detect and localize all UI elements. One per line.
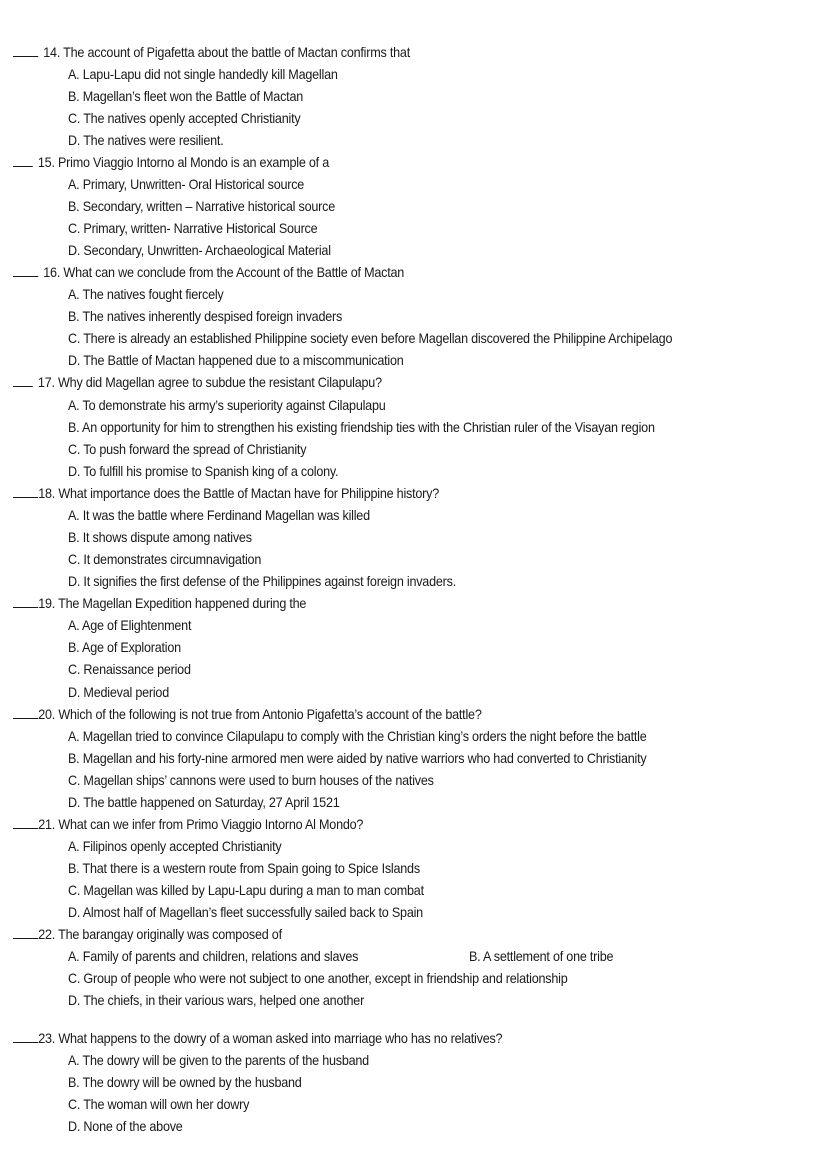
question-text: What importance does the Battle of Mactan have for Philippine history? [58, 485, 439, 501]
question-number: 16. [43, 264, 61, 280]
question-number: 18. [38, 485, 56, 501]
option-a: A. It was the battle where Ferdinand Magellan was killed [68, 507, 370, 523]
option-c: C. The natives openly accepted Christianity [68, 110, 301, 126]
option-c: C. Group of people who were not subject to one another, except in friendship and relationship [68, 970, 568, 986]
option-d: D. Secondary, Unwritten- Archaeological Material [68, 242, 331, 258]
question-text: The account of Pigafetta about the battle of Mactan confirms that [63, 44, 410, 60]
option-a: A. Filipinos openly accepted Christianity [68, 838, 282, 854]
option-d: D. Medieval period [68, 684, 170, 700]
question-number: 15. [37, 154, 55, 170]
question-23 [13, 1029, 502, 1047]
option-c: C. It demonstrates circumnavigation [68, 551, 262, 567]
question-15 [13, 153, 329, 171]
answer-blank [13, 44, 38, 57]
question-number: 17. [37, 374, 55, 390]
question-text: Primo Viaggio Intorno al Mondo is an example of a [58, 154, 330, 170]
option-b: B. It shows dispute among natives [68, 529, 252, 545]
option-d: D. The battle happened on Saturday, 27 April 1521 [68, 794, 340, 810]
question-text: The Magellan Expedition happened during the [58, 595, 307, 611]
question-number: 19. [38, 595, 56, 611]
option-b: B. Secondary, written – Narrative historical source [68, 198, 336, 214]
question-text: The barangay originally was composed of [58, 926, 282, 942]
question-16 [13, 263, 404, 281]
option-c: C. Magellan was killed by Lapu-Lapu during a man to man combat [68, 882, 424, 898]
answer-blank [13, 485, 38, 498]
option-b: B. Magellan and his forty-nine armored men were aided by native warriors who had converted to Christianity [68, 750, 647, 766]
question-number: 23. [38, 1030, 56, 1046]
option-b: B. Magellan’s fleet won the Battle of Mactan [68, 88, 304, 104]
option-a: A. The dowry will be given to the parents of the husband [68, 1052, 369, 1068]
answer-blank [13, 154, 33, 167]
question-text: What can we conclude from the Account of the Battle of Mactan [63, 264, 405, 280]
option-d: D. The natives were resilient. [68, 132, 224, 148]
option-b: B. The dowry will be owned by the husband [68, 1074, 302, 1090]
question-text: What can we infer from Primo Viaggio Intorno Al Mondo? [58, 816, 364, 832]
option-b: B. A settlement of one tribe [469, 948, 614, 964]
option-a: A. To demonstrate his army’s superiority against Cilapulapu [68, 397, 386, 413]
option-c: C. To push forward the spread of Christianity [68, 441, 307, 457]
option-c: C. The woman will own her dowry [68, 1096, 250, 1112]
option-b: B. An opportunity for him to strengthen his existing friendship ties with the Christian ruler of the Visayan region [68, 419, 655, 435]
question-20 [13, 705, 482, 723]
option-b: B. That there is a western route from Spain going to Spice Islands [68, 860, 420, 876]
option-c: C. Magellan ships’ cannons were used to burn houses of the natives [68, 772, 434, 788]
question-number: 22. [38, 926, 56, 942]
answer-blank [13, 374, 33, 387]
option-a: A. Magellan tried to convince Cilapulapu to comply with the Christian king’s orders the night before the battle [68, 728, 647, 744]
answer-blank [13, 706, 38, 719]
question-18 [13, 484, 439, 502]
option-d: D. None of the above [68, 1118, 183, 1134]
option-c: C. Renaissance period [68, 661, 191, 677]
option-c: C. There is already an established Philippine society even before Magellan discovered the Philippine Archipelago [68, 330, 673, 346]
option-c: C. Primary, written- Narrative Historical Source [68, 220, 318, 236]
option-a: A. Age of Elightenment [68, 617, 192, 633]
option-d: D. The Battle of Mactan happened due to a miscommunication [68, 352, 404, 368]
answer-blank [13, 926, 38, 939]
answer-blank [13, 816, 38, 829]
option-d: D. It signifies the first defense of the Philippines against foreign invaders. [68, 573, 456, 589]
option-b: B. Age of Exploration [68, 639, 181, 655]
option-a: A. Lapu-Lapu did not single handedly kill Magellan [68, 66, 338, 82]
option-d: D. The chiefs, in their various wars, helped one another [68, 992, 365, 1008]
question-21 [13, 815, 363, 833]
question-number: 21. [38, 816, 56, 832]
question-22 [13, 925, 282, 943]
question-number: 20. [38, 706, 56, 722]
question-17 [13, 373, 382, 391]
question-number: 14. [43, 44, 61, 60]
option-d: D. Almost half of Magellan’s fleet successfully sailed back to Spain [68, 904, 423, 920]
question-14 [13, 43, 410, 61]
answer-blank [13, 264, 38, 277]
option-d: D. To fulfill his promise to Spanish king of a colony. [68, 463, 339, 479]
option-a: A. Primary, Unwritten- Oral Historical source [68, 176, 305, 192]
option-a: A. Family of parents and children, relations and slaves [68, 948, 359, 964]
option-b: B. The natives inherently despised foreign invaders [68, 308, 343, 324]
question-19 [13, 594, 306, 612]
question-text: Which of the following is not true from Antonio Pigafetta’s account of the battle? [58, 706, 482, 722]
option-a: A. The natives fought fiercely [68, 286, 224, 302]
question-text: What happens to the dowry of a woman asked into marriage who has no relatives? [58, 1030, 503, 1046]
answer-blank [13, 595, 38, 608]
question-text: Why did Magellan agree to subdue the resistant Cilapulapu? [58, 374, 382, 390]
answer-blank [13, 1030, 38, 1043]
